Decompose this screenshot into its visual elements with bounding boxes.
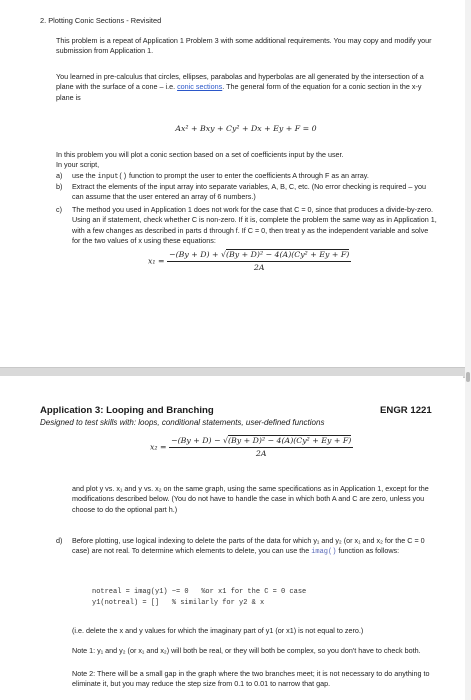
x1-numerator-sqrt: (By + D)² − 4(A)(Cy² + Ey + F) [225,250,350,259]
x2-fraction: $\frac{\text{−(By + D) − √(By + D)² − 4(A)(Cy² + Ey + F)}}{2A}$ [171,436,352,459]
list-marker-c: c) [56,205,62,214]
item-a-pre: use the [72,171,98,180]
problem-heading: 2. Plotting Conic Sections - Revisited [40,16,162,25]
list-marker-d: d) [56,536,63,545]
scrollbar-thumb[interactable] [466,372,470,382]
plot-intro-line-2: In your script, [56,160,100,169]
conic-text-after: . The general form of the equation for a conic section in the x-y plane is [56,82,422,102]
plot-intro-line-1: In this problem you will plot a conic section based on a set of coefficients input by the user. [56,150,344,159]
list-text-a [72,171,438,182]
x1-equation [148,250,351,274]
document-page-2 [0,376,463,700]
intro-paragraph: This problem is a repeat of Application 1 Problem 3 with some additional requirements. You may copy and modify your submission from Application 1. [56,36,432,56]
x2-numerator-pre: −(By + D) − [171,436,224,445]
x2-denominator: 2A [255,449,267,459]
list-marker-a: a) [56,171,63,180]
code-line-2: y1(notreal) = [] % similarly for y2 & x [92,599,265,607]
list-text-d [72,536,438,558]
general-equation: Ax² + Bxy + Cy² + Dx + Ey + F = 0 [175,124,317,133]
input-function-code: input() [97,173,127,181]
imag-function-code: imag() [311,548,337,557]
list-text-c: The method you used in Application 1 does not work for the case that C = 0, since that produces a divide-by-zero. Using an if statement, check whether C is non-zero. If it is, complete the problem the same way as in Application 1, with a few changes as described in parts d through f. If C = 0, then treat y as the independent variable and solve for the two values of x using these equations: [72,205,437,246]
x1-label: x₁ = [148,256,165,266]
x2-label: x₂ = [150,442,167,452]
x1-denominator: 2A [253,263,265,273]
item-d-post: function as follows: [336,546,400,556]
list-text-b: Extract the elements of the input array into separate variables, A, B, C, etc. (No error checking is required – you can assume that the user entered an array of 6 numbers.) [72,182,426,202]
conic-sections-link[interactable]: conic sections [177,82,223,92]
conic-text-before: You learned in pre-calculus that circles, ellipses, parabolas and hyperbolas are all generated by the intersection of a plane with the surface of a cone – i.e. [56,72,424,92]
imaginary-note: (i.e. delete the x and y values for which the imaginary part of y1 (or x1) is not equal to zero.) [72,626,364,635]
vertical-scrollbar[interactable] [465,0,471,700]
note-2: Note 2: There will be a small gap in the graph where the two branches meet; it is not necessary to do anything to eliminate it, but you may reduce the step size from 0.1 to 0.01 to narrow that gap. [72,669,430,689]
item-d-pre: Before plotting, use logical indexing to delete the parts of the data for which y₁ and y₂ (or x₁ and x₂ for the C = 0 case) are not real. To determine which elements to delete, you can use the [72,536,425,556]
x1-numerator-pre: −(By + D) + [169,250,222,259]
plot-paragraph: and plot y vs. x₁ and y vs. x₂ on the same graph, using the same specifications as in Application 1, except for the modifications described below. (You do not have to handle the case in which both A and C are zero, unless you choose to do the optional part h.) [72,484,429,514]
application-title: Application 3: Looping and Branching [40,405,214,416]
x2-numerator-sqrt: (By + D)² − 4(A)(Cy² + Ey + F) [227,436,352,445]
x2-equation [150,436,353,460]
item-a-post: function to prompt the user to enter the coefficients A through F as an array. [126,171,369,180]
application-subtitle: Designed to test skills with: loops, conditional statements, user-defined functions [40,418,325,427]
course-code: ENGR 1221 [380,405,432,416]
list-marker-b: b) [56,182,63,191]
note-1: Note 1: y₁ and y₂ (or x₁ and x₂) will both be real, or they will both be complex, so you don't have to check both. [72,646,421,655]
code-line-1: notreal = imag(y1) ~= 0 %or x1 for the C = 0 case [92,588,307,596]
x1-fraction: $\frac{\text{−(By + D) + √(By + D)² − 4(A)(Cy² + Ey + F)}}{2A}$ [169,250,350,273]
conic-paragraph [56,72,436,103]
